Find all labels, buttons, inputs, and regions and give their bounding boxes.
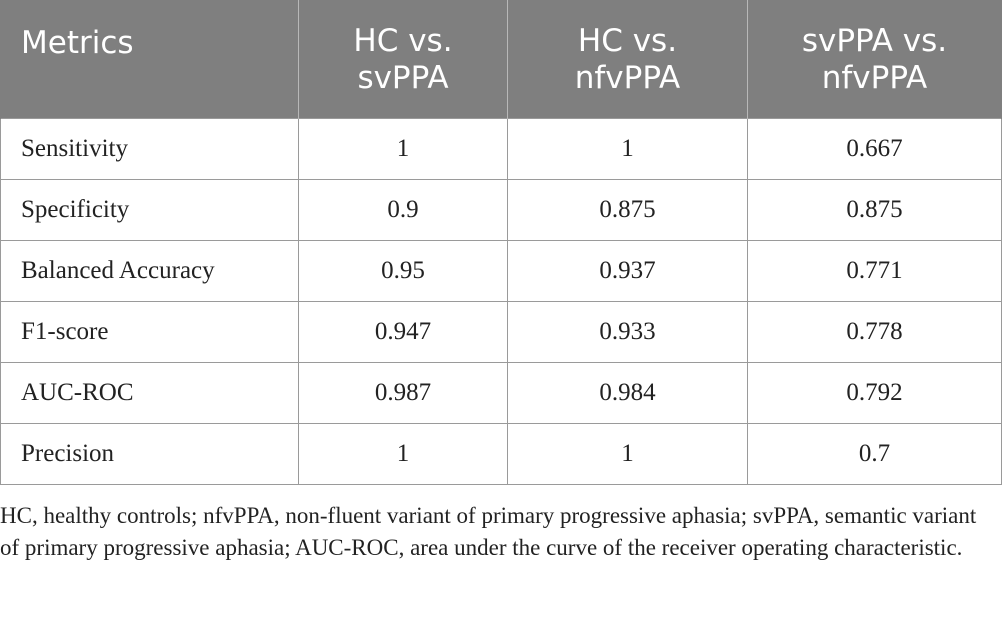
table-row <box>1 302 1002 363</box>
table-row <box>1 363 1002 424</box>
cell-value: 0.778 <box>748 302 1002 363</box>
cell-value: 0.9 <box>299 180 508 241</box>
row-label-auc-roc: AUC-ROC <box>1 363 299 424</box>
header-metrics <box>1 1 299 119</box>
cell-value: 1 <box>299 119 508 180</box>
cell-value: 0.7 <box>748 424 1002 485</box>
header-hc-vs-nfvppa <box>508 1 748 119</box>
cell-value: 0.667 <box>748 119 1002 180</box>
cell-value: 1 <box>508 119 748 180</box>
row-label-precision: Precision <box>1 424 299 485</box>
header-metrics-line-1: Metrics <box>21 25 134 61</box>
cell-value: 0.933 <box>508 302 748 363</box>
header-svppa-vs-nfvppa-line-1: svPPA vs. <box>801 22 948 59</box>
header-hc-vs-nfvppa-line-1: HC vs. <box>577 22 678 59</box>
cell-value: 0.875 <box>748 180 1002 241</box>
row-label-specificity: Specificity <box>1 180 299 241</box>
cell-value: 0.792 <box>748 363 1002 424</box>
header-hc-vs-svppa-line-1: HC vs. <box>353 22 453 59</box>
cell-value: 1 <box>508 424 748 485</box>
header-hc-vs-nfvppa-line-2: nfvPPA <box>574 59 681 96</box>
header-hc-vs-svppa-line-2: svPPA <box>357 59 449 96</box>
table-row <box>1 241 1002 302</box>
header-svppa-vs-nfvppa-line-2: nfvPPA <box>821 59 928 96</box>
cell-value: 0.771 <box>748 241 1002 302</box>
cell-value: 0.875 <box>508 180 748 241</box>
cell-value: 0.937 <box>508 241 748 302</box>
table-row <box>1 424 1002 485</box>
cell-value: 0.987 <box>299 363 508 424</box>
cell-value: 1 <box>299 424 508 485</box>
header-row <box>1 1 1002 119</box>
header-svppa-vs-nfvppa <box>748 1 1002 119</box>
cell-value: 0.984 <box>508 363 748 424</box>
header-hc-vs-svppa <box>299 1 508 119</box>
cell-value: 0.95 <box>299 241 508 302</box>
table-row <box>1 119 1002 180</box>
row-label-sensitivity: Sensitivity <box>1 119 299 180</box>
row-label-balanced-accuracy: Balanced Accuracy <box>1 241 299 302</box>
table-footnote: HC, healthy controls; nfvPPA, non-fluent variant of primary progressive aphasia; svPPA, semantic variant of primary progressive aphasia; AUC-ROC, area under the curve of the receiver operating characteristic. <box>0 503 977 560</box>
row-label-f1-score: F1-score <box>1 302 299 363</box>
cell-value: 0.947 <box>299 302 508 363</box>
table-row <box>1 180 1002 241</box>
